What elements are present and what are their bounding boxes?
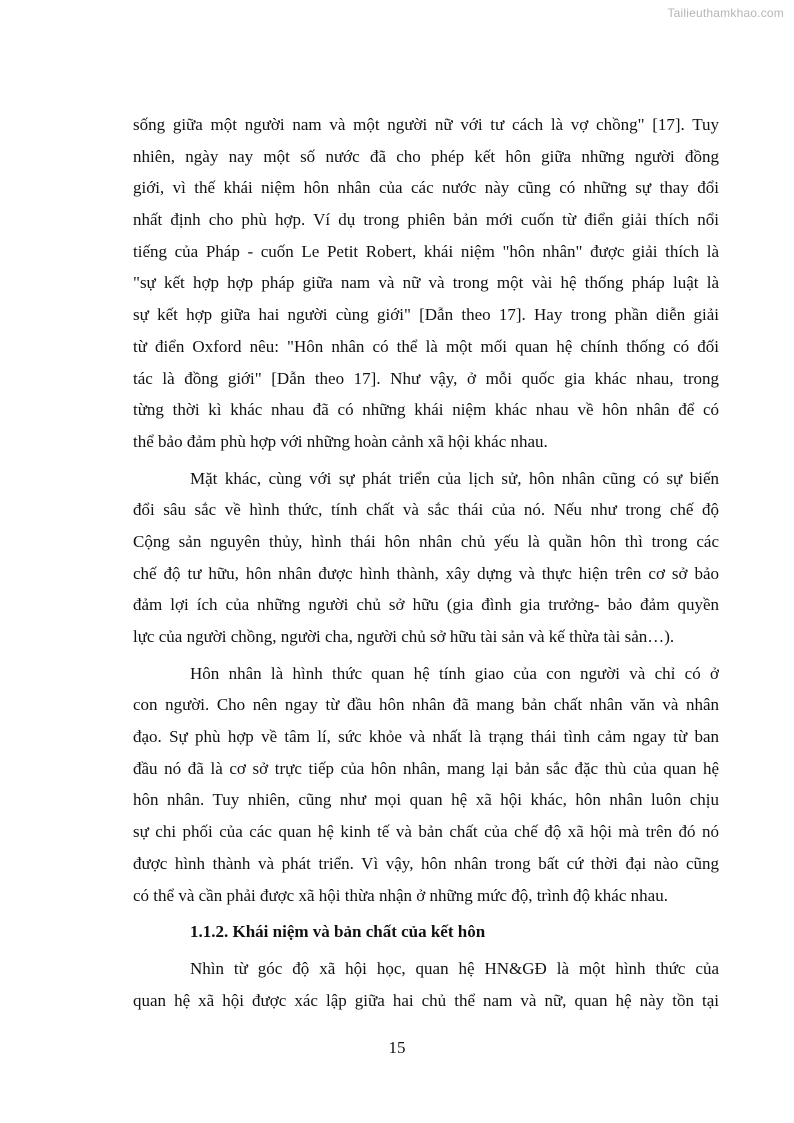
text-line: lực của người chồng, người cha, người chủ sở hữu tài sản và kế thừa tài sản…).: [133, 627, 675, 646]
text-line: sự chi phối của các quan hệ kinh tế và bản chất của chế độ xã hội mà trên đó nó: [133, 822, 719, 842]
text-line: quan hệ xã hội được xác lập giữa hai chủ thể nam và nữ, quan hệ này tồn tại: [133, 990, 719, 1010]
paragraph-4: [133, 953, 719, 1016]
text-line: hôn nhân. Tuy nhiên, cũng như mọi quan hệ xã hội khác, hôn nhân luôn chịu: [133, 790, 719, 810]
text-line: giới, vì thế khái niệm hôn nhân của các nước này cũng có những sự thay đổi: [133, 178, 719, 198]
paragraph-3: [133, 658, 719, 912]
text-line: được hình thành và phát triển. Vì vậy, hôn nhân trong bất cứ thời đại nào cũng: [133, 853, 719, 873]
text-line: con người. Cho nên ngay từ đầu hôn nhân đã mang bản chất nhân văn và nhân: [133, 695, 719, 715]
text-line: từ điển Oxford nêu: "Hôn nhân có thể là một mối quan hệ chính thống có đối: [133, 336, 719, 356]
text-line: "sự kết hợp hợp pháp giữa nam và nữ và trong một vài hệ thống pháp luật là: [133, 273, 719, 293]
text-line: Nhìn từ góc độ xã hội học, quan hệ HN&GĐ là một hình thức của: [190, 959, 719, 979]
text-line: nhất định cho phù hợp. Ví dụ trong phiên bản mới cuốn từ điển giải thích nổi: [133, 210, 719, 230]
text-line: tiếng của Pháp - cuốn Le Petit Robert, khái niệm "hôn nhân" được giải thích là: [133, 241, 719, 261]
watermark-text: Tailieuthamkhao.com: [667, 6, 784, 20]
text-line: sống giữa một người nam và một người nữ với tư cách là vợ chồng" [17]. Tuy: [133, 115, 719, 134]
page-number: 15: [388, 1038, 406, 1057]
text-line: đảm lợi ích của những người chủ sở hữu (gia đình gia trưởng- bảo đảm quyền: [133, 595, 719, 615]
text-line: đổi sâu sắc về hình thức, tính chất và sắc thái của nó. Nếu như trong chế độ: [133, 500, 719, 520]
text-line: Mặt khác, cùng với sự phát triển của lịch sử, hôn nhân cũng có sự biến: [190, 468, 719, 488]
text-line: từng thời kì khác nhau đã có những khái niệm khác nhau về hôn nhân để có: [133, 400, 719, 420]
text-line: thể bảo đảm phù hợp với những hoàn cảnh xã hội khác nhau.: [133, 431, 548, 451]
text-line: nhiên, ngày nay một số nước đã cho phép kết hôn giữa những người đồng: [133, 146, 719, 166]
text-line: đạo. Sự phù hợp về tâm lí, sức khỏe và nhất là trạng thái tình cảm ngay từ ban: [133, 727, 719, 747]
text-line: chế độ tư hữu, hôn nhân được hình thành, xây dựng và thực hiện trên cơ sở bảo: [133, 563, 719, 583]
text-line: Hôn nhân là hình thức quan hệ tính giao của con người và chỉ có ở: [190, 663, 719, 683]
document-body: [133, 109, 719, 1017]
text-line: Cộng sản nguyên thủy, hình thái hôn nhân chủ yếu là quần hôn thì trong các: [133, 531, 719, 551]
text-line: tác là đồng giới" [Dẫn theo 17]. Như vậy, ở mỗi quốc gia khác nhau, trong: [133, 368, 719, 388]
text-line: sự kết hợp giữa hai người cùng giới" [Dẫn theo 17]. Hay trong phần diễn giải: [133, 305, 719, 325]
section-heading: 1.1.2. Khái niệm và bản chất của kết hôn: [190, 922, 486, 942]
text-line: có thể và cần phải được xã hội thừa nhận ở những mức độ, trình độ khác nhau.: [133, 885, 668, 905]
text-line: đầu nó đã là cơ sở trực tiếp của hôn nhân, mang lại bản sắc đặc thù của quan hệ: [133, 758, 719, 778]
paragraph-1: [133, 109, 719, 458]
paragraph-2: [133, 463, 719, 653]
